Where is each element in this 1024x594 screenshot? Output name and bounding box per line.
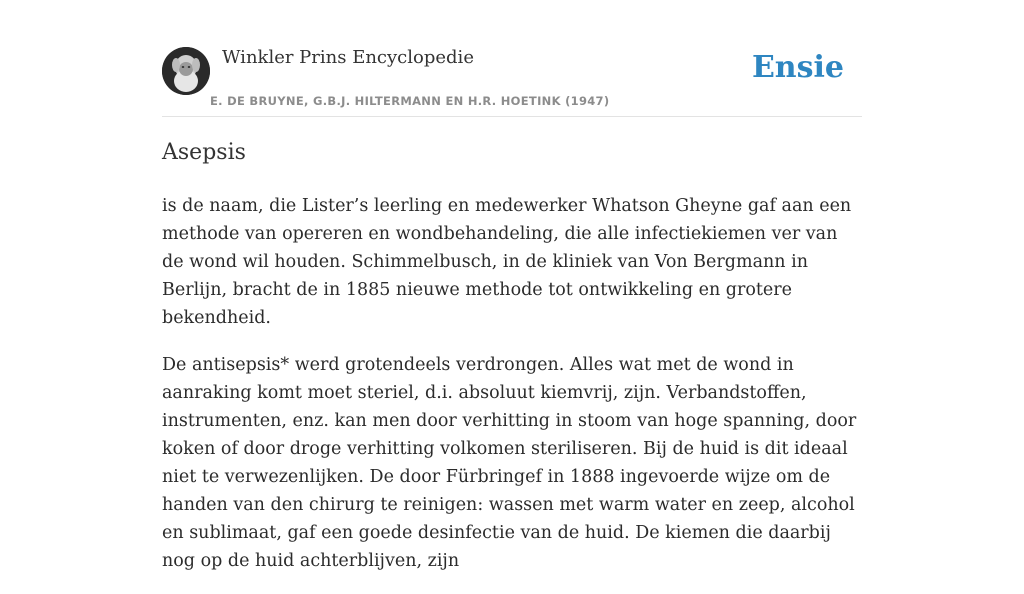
site-header	[162, 40, 862, 117]
article-paragraph: De antisepsis* werd grotendeels verdrongen. Alles wat met de wond in aanraking komt moet steriel, d.i. absoluut kiemvrij, zijn. Verbandstoffen, instrumenten, enz. kan men door verhitting in stoom van hoge spanning, door koken of door droge verhitting volkomen steriliseren. Bij de huid is dit ideaal niet te verwezenlijken. De door Fürbringef in 1888 ingevoerde wijze om de handen van den chirurg te reinigen: wassen met warm water en zeep, alcohol en sublimaat, gaf een goede desinfectie van de huid. De kiemen die daarbij nog op de huid achterblijven, zijn	[162, 355, 857, 571]
article-title: Asepsis	[162, 140, 246, 165]
author-portrait-icon	[162, 47, 210, 95]
article-paragraph: is de naam, die Lister’s leerling en medewerker Whatson Gheyne gaf aan een methode van opereren en wondbehandeling, die alle infectiekiemen ver van de wond wil houden. Schimmelbusch, in de kliniek van Von Bergmann in Berlijn, bracht de in 1885 nieuwe methode tot ontwikkeling en grotere bekendheid.	[162, 196, 852, 328]
site-title[interactable]: Winkler Prins Encyclopedie	[222, 47, 474, 68]
brand-logo[interactable]: Ensie	[751, 50, 844, 85]
authors-line: E. DE BRUYNE, G.B.J. HILTERMANN EN H.R. HOETINK (1947)	[210, 94, 610, 108]
article-body	[162, 192, 862, 594]
